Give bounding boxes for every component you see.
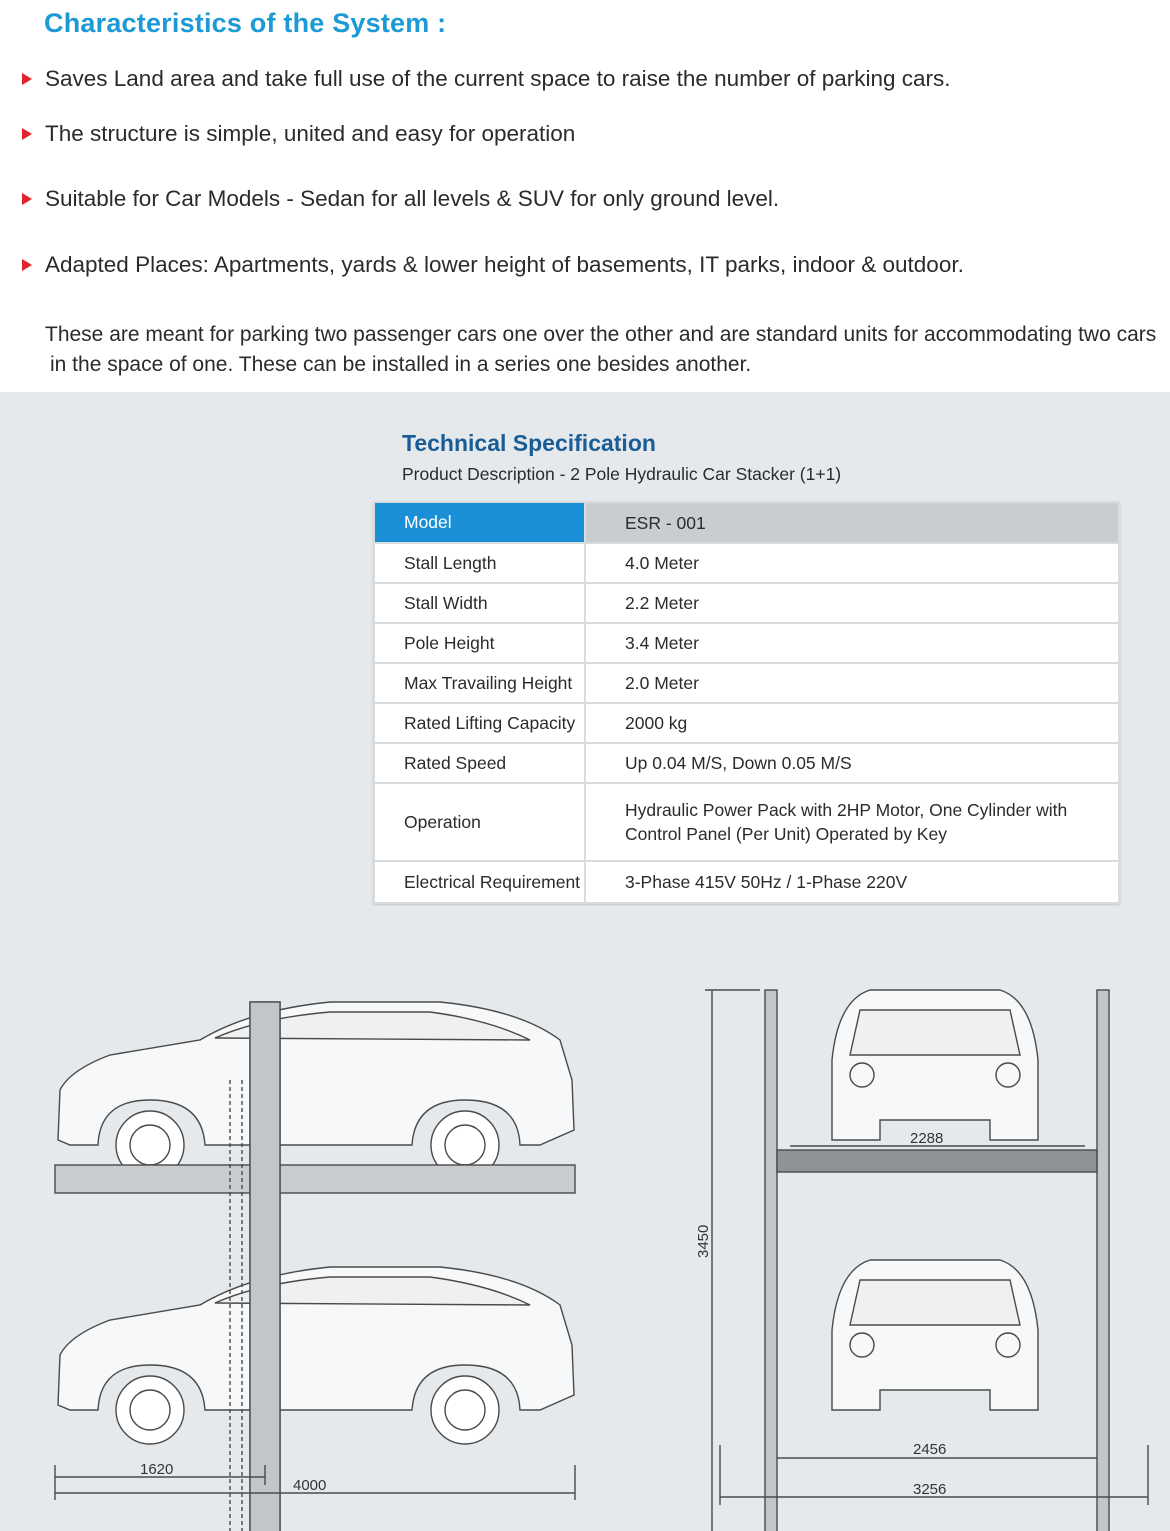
side-view-diagram <box>55 1002 575 1531</box>
spec-value: 4.0 Meter <box>585 543 1119 583</box>
spec-value: 3-Phase 415V 50Hz / 1-Phase 220V <box>585 861 1119 903</box>
bullet-text: Saves Land area and take full use of the current space to raise the number of parking cars. <box>45 66 951 91</box>
dimension-label: 2288 <box>910 1130 944 1147</box>
lower-car-front-illustration <box>832 1260 1038 1410</box>
spec-row <box>374 663 1119 703</box>
lift-pole-shaft <box>250 1002 280 1531</box>
paragraph-line: in the space of one. These can be installed in a series one besides another. <box>50 353 752 376</box>
characteristics-heading: Characteristics of the System : <box>44 8 447 38</box>
spec-header-row <box>374 502 1119 543</box>
upper-car-front-illustration <box>832 990 1038 1140</box>
spec-label: Operation <box>374 783 585 861</box>
spec-row <box>374 783 1119 861</box>
red-arrow-icon <box>22 193 32 205</box>
spec-row <box>374 623 1119 663</box>
left-pole <box>765 990 777 1531</box>
spec-row <box>374 583 1119 623</box>
spec-header-label: Model <box>374 502 585 543</box>
paragraph-line: These are meant for parking two passenger cars one over the other and are standard units for accommodating two cars <box>45 323 1157 346</box>
dimension-label: 3256 <box>913 1481 947 1498</box>
spec-label: Rated Lifting Capacity <box>374 703 585 743</box>
spec-row <box>374 861 1119 903</box>
spec-value <box>585 783 1119 861</box>
spec-label: Stall Width <box>374 583 585 623</box>
characteristics-section <box>0 0 1170 392</box>
red-arrow-icon <box>22 128 32 140</box>
spec-value: 2.0 Meter <box>585 663 1119 703</box>
spec-label: Electrical Requirement <box>374 861 585 903</box>
dimension-label: 2456 <box>913 1441 947 1458</box>
spec-table <box>373 501 1120 904</box>
spec-row <box>374 703 1119 743</box>
lower-car-side-illustration <box>58 1267 574 1444</box>
front-platform <box>777 1150 1097 1172</box>
dimension-label: 3450 <box>695 1224 712 1258</box>
upper-platform <box>55 1165 575 1193</box>
car-stacker-diagram <box>0 940 1170 1531</box>
spec-label: Rated Speed <box>374 743 585 783</box>
upper-car-side-illustration <box>58 1002 574 1179</box>
spec-value: Up 0.04 M/S, Down 0.05 M/S <box>585 743 1119 783</box>
spec-title: Technical Specification <box>402 430 656 456</box>
dimension-label: 1620 <box>140 1461 174 1478</box>
spec-value: 2.2 Meter <box>585 583 1119 623</box>
spec-value: 3.4 Meter <box>585 623 1119 663</box>
spec-label: Pole Height <box>374 623 585 663</box>
right-pole <box>1097 990 1109 1531</box>
red-arrow-icon <box>22 259 32 271</box>
bullet-text: The structure is simple, united and easy for operation <box>45 121 576 146</box>
spec-value: 2000 kg <box>585 703 1119 743</box>
description-paragraph <box>45 320 1156 380</box>
spec-label: Max Travailing Height <box>374 663 585 703</box>
spec-row <box>374 743 1119 783</box>
bullet-text: Adapted Places: Apartments, yards & lower height of basements, IT parks, indoor & outdoor. <box>45 252 964 277</box>
spec-row <box>374 543 1119 583</box>
red-arrow-icon <box>22 73 32 85</box>
spec-value-line: Control Panel (Per Unit) Operated by Key <box>625 824 947 844</box>
bullet-text: Suitable for Car Models - Sedan for all levels & SUV for only ground level. <box>45 186 780 211</box>
spec-subtitle: Product Description - 2 Pole Hydraulic Car Stacker (1+1) <box>402 464 842 484</box>
spec-value-line: Hydraulic Power Pack with 2HP Motor, One Cylinder with <box>625 800 1068 820</box>
dimension-label: 4000 <box>293 1477 327 1494</box>
spec-header-value: ESR - 001 <box>585 502 1119 543</box>
spec-label: Stall Length <box>374 543 585 583</box>
